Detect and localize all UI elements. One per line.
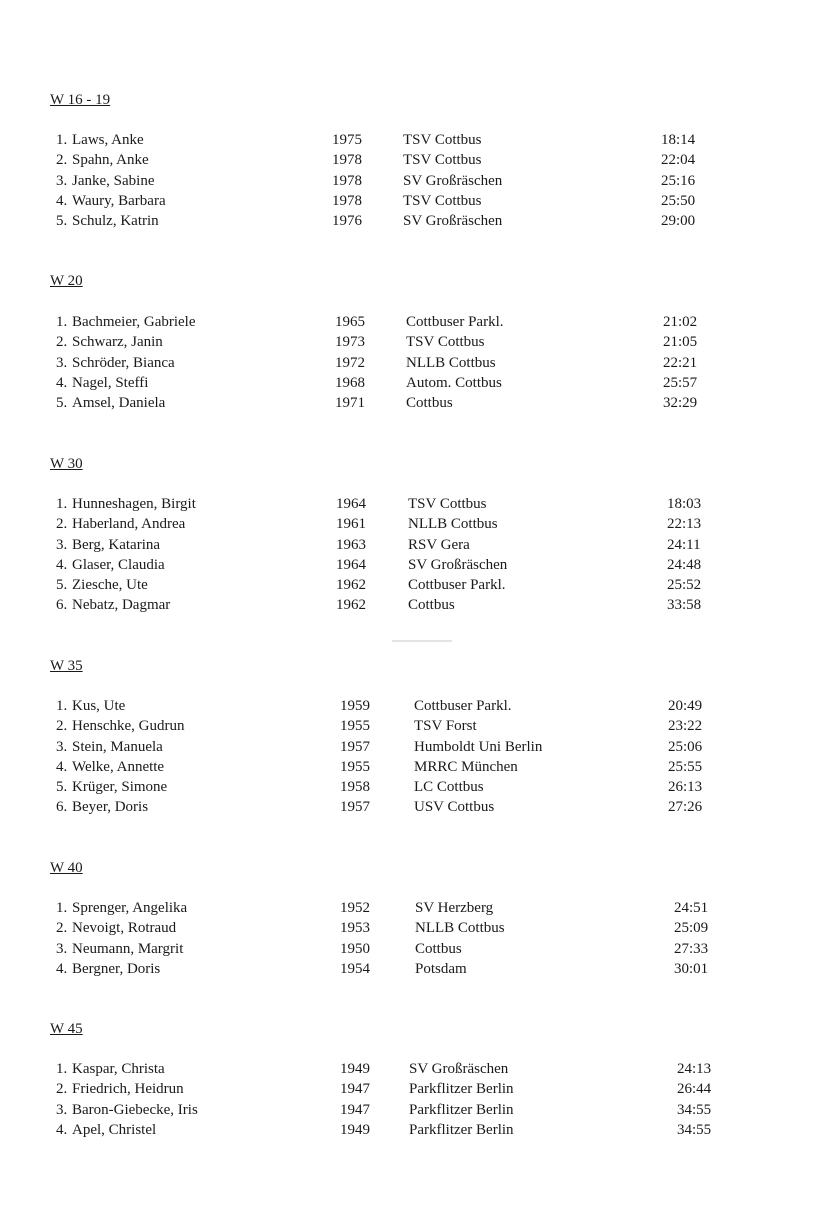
placing: 5. (56, 395, 68, 412)
result-row (0, 353, 827, 373)
club-name: SV Großräschen (409, 1061, 509, 1077)
finish-time: 24:51 (674, 900, 709, 916)
finish-time: 34:55 (677, 1121, 712, 1138)
result-row (0, 312, 827, 332)
age-group-title: W 30 (50, 456, 83, 472)
club-name: Autom. Cottbus (406, 374, 502, 391)
birth-year: 1962 (336, 577, 366, 594)
birth-year: 1965 (335, 314, 365, 330)
finish-time: 24:48 (667, 556, 702, 573)
club-name: Cottbuser Parkl. (414, 698, 512, 714)
athlete-name: Janke, Sabine (72, 172, 155, 189)
athlete-name: Schulz, Katrin (72, 213, 159, 230)
placing: 3. (56, 354, 68, 371)
club-name: SV Großräschen (408, 556, 508, 573)
results-list (0, 696, 827, 818)
athlete-name: Waury, Barbara (72, 192, 166, 209)
finish-time: 32:29 (663, 395, 698, 412)
birth-year: 1954 (340, 960, 370, 977)
athlete-name: Bachmeier, Gabriele (72, 314, 196, 330)
athlete-name: Apel, Christel (72, 1121, 157, 1138)
age-group-title: W 20 (50, 273, 83, 289)
results-list (0, 898, 827, 979)
result-row (0, 393, 827, 413)
birth-year: 1955 (340, 758, 370, 775)
placing: 1. (56, 314, 68, 330)
club-name: USV Cottbus (414, 799, 495, 816)
club-name: TSV Cottbus (408, 496, 487, 512)
birth-year: 1964 (336, 496, 366, 512)
birth-year: 1953 (340, 920, 370, 937)
finish-time: 20:49 (668, 698, 703, 714)
birth-year: 1955 (340, 718, 370, 735)
athlete-name: Spahn, Anke (72, 152, 149, 169)
placing: 2. (56, 920, 68, 937)
placing: 3. (56, 940, 68, 957)
birth-year: 1958 (340, 779, 370, 796)
athlete-name: Glaser, Claudia (72, 556, 165, 573)
result-row (0, 555, 827, 575)
athlete-name: Ziesche, Ute (72, 577, 148, 594)
placing: 4. (56, 1121, 68, 1138)
birth-year: 1947 (340, 1101, 370, 1118)
club-name: TSV Cottbus (403, 132, 482, 148)
finish-time: 29:00 (661, 213, 696, 230)
club-name: TSV Forst (414, 718, 477, 735)
results-list (0, 130, 827, 231)
club-name: Cottbuser Parkl. (406, 314, 504, 330)
placing: 4. (56, 960, 68, 977)
athlete-name: Neumann, Margrit (72, 940, 184, 957)
club-name: TSV Cottbus (403, 192, 482, 209)
athlete-name: Welke, Annette (72, 758, 165, 775)
club-name: NLLB Cottbus (408, 516, 498, 533)
birth-year: 1978 (332, 172, 362, 189)
birth-year: 1949 (340, 1121, 370, 1138)
placing: 3. (56, 172, 68, 189)
result-row (0, 494, 827, 514)
placing: 3. (56, 738, 68, 755)
birth-year: 1975 (332, 132, 362, 148)
age-group-title: W 35 (50, 658, 83, 674)
finish-time: 33:58 (667, 597, 702, 614)
placing: 4. (56, 374, 68, 391)
athlete-name: Bergner, Doris (72, 960, 161, 977)
club-name: Parkflitzer Berlin (409, 1121, 514, 1138)
result-row (0, 332, 827, 352)
placing: 2. (56, 152, 68, 169)
result-row (0, 575, 827, 595)
result-row (0, 171, 827, 191)
result-row (0, 1059, 827, 1079)
birth-year: 1978 (332, 192, 362, 209)
finish-time: 23:22 (668, 718, 703, 735)
placing: 4. (56, 192, 68, 209)
placing: 6. (56, 597, 68, 614)
placing: 2. (56, 334, 68, 351)
placing: 2. (56, 718, 68, 735)
athlete-name: Schröder, Bianca (72, 354, 175, 371)
age-group-title: W 45 (50, 1021, 83, 1037)
placing: 1. (56, 496, 68, 512)
results-list (0, 312, 827, 413)
placing: 3. (56, 536, 68, 553)
result-row (0, 959, 827, 979)
finish-time: 34:55 (677, 1101, 712, 1118)
birth-year: 1947 (340, 1081, 370, 1098)
club-name: TSV Cottbus (403, 152, 482, 169)
result-row (0, 797, 827, 817)
birth-year: 1949 (340, 1061, 370, 1077)
result-row (0, 150, 827, 170)
birth-year: 1957 (340, 738, 370, 755)
result-row (0, 535, 827, 555)
finish-time: 26:44 (677, 1081, 712, 1098)
birth-year: 1959 (340, 698, 370, 714)
result-row (0, 737, 827, 757)
result-row (0, 211, 827, 231)
finish-time: 25:55 (668, 758, 703, 775)
athlete-name: Nebatz, Dagmar (72, 597, 171, 614)
finish-time: 26:13 (668, 779, 703, 796)
birth-year: 1964 (336, 556, 366, 573)
placing: 1. (56, 698, 68, 714)
result-row (0, 514, 827, 534)
birth-year: 1976 (332, 213, 362, 230)
finish-time: 25:52 (667, 577, 702, 594)
finish-time: 18:14 (661, 132, 696, 148)
placing: 4. (56, 556, 68, 573)
finish-time: 21:05 (663, 334, 698, 351)
finish-time: 18:03 (667, 496, 702, 512)
finish-time: 24:13 (677, 1061, 712, 1077)
birth-year: 1962 (336, 597, 366, 614)
results-list (0, 494, 827, 616)
result-row (0, 757, 827, 777)
placing: 5. (56, 577, 68, 594)
athlete-name: Friedrich, Heidrun (72, 1081, 184, 1098)
athlete-name: Haberland, Andrea (72, 516, 186, 533)
finish-time: 21:02 (663, 314, 698, 330)
placing: 3. (56, 1101, 68, 1118)
placing: 2. (56, 516, 68, 533)
club-name: NLLB Cottbus (406, 354, 496, 371)
placing: 1. (56, 900, 68, 916)
finish-time: 22:13 (667, 516, 702, 533)
result-row (0, 595, 827, 615)
club-name: MRRC München (414, 758, 518, 775)
athlete-name: Kaspar, Christa (72, 1061, 165, 1077)
result-row (0, 1079, 827, 1099)
athlete-name: Beyer, Doris (72, 799, 149, 816)
result-row (0, 898, 827, 918)
athlete-name: Baron-Giebecke, Iris (72, 1101, 198, 1118)
finish-time: 22:21 (663, 354, 698, 371)
placing: 1. (56, 132, 68, 148)
club-name: Cottbus (415, 940, 462, 957)
athlete-name: Henschke, Gudrun (72, 718, 185, 735)
club-name: TSV Cottbus (406, 334, 485, 351)
placing: 5. (56, 779, 68, 796)
placing: 6. (56, 799, 68, 816)
birth-year: 1972 (335, 354, 365, 371)
birth-year: 1961 (336, 516, 366, 533)
birth-year: 1957 (340, 799, 370, 816)
finish-time: 27:26 (668, 799, 703, 816)
result-row (0, 939, 827, 959)
result-row (0, 1100, 827, 1120)
age-group-title: W 16 - 19 (50, 92, 111, 108)
result-row (0, 191, 827, 211)
club-name: SV Großräschen (403, 213, 503, 230)
birth-year: 1973 (335, 334, 365, 351)
placing: 4. (56, 758, 68, 775)
athlete-name: Berg, Katarina (72, 536, 161, 553)
birth-year: 1963 (336, 536, 366, 553)
athlete-name: Sprenger, Angelika (72, 900, 188, 916)
club-name: Cottbus (408, 597, 455, 614)
finish-time: 25:06 (668, 738, 703, 755)
age-group-title: W 40 (50, 860, 83, 876)
result-row (0, 696, 827, 716)
result-row (0, 716, 827, 736)
finish-time: 25:57 (663, 374, 698, 391)
club-name: LC Cottbus (414, 779, 484, 796)
finish-time: 24:11 (667, 536, 701, 553)
result-row (0, 1120, 827, 1140)
placing: 2. (56, 1081, 68, 1098)
club-name: Parkflitzer Berlin (409, 1101, 514, 1118)
athlete-name: Nagel, Steffi (72, 374, 149, 391)
athlete-name: Schwarz, Janin (72, 334, 163, 351)
athlete-name: Stein, Manuela (72, 738, 163, 755)
placing: 1. (56, 1061, 68, 1077)
birth-year: 1978 (332, 152, 362, 169)
result-row (0, 777, 827, 797)
finish-time: 25:50 (661, 192, 696, 209)
results-list (0, 1059, 827, 1140)
result-row (0, 130, 827, 150)
birth-year: 1950 (340, 940, 370, 957)
club-name: SV Großräschen (403, 172, 503, 189)
athlete-name: Krüger, Simone (72, 779, 168, 796)
club-name: Parkflitzer Berlin (409, 1081, 514, 1098)
scan-smudge (392, 640, 452, 642)
athlete-name: Laws, Anke (72, 132, 144, 148)
athlete-name: Nevoigt, Rotraud (72, 920, 177, 937)
finish-time: 25:09 (674, 920, 709, 937)
athlete-name: Kus, Ute (72, 698, 126, 714)
birth-year: 1971 (335, 395, 365, 412)
athlete-name: Amsel, Daniela (72, 395, 166, 412)
result-row (0, 918, 827, 938)
finish-time: 30:01 (674, 960, 709, 977)
result-row (0, 373, 827, 393)
finish-time: 25:16 (661, 172, 696, 189)
birth-year: 1952 (340, 900, 370, 916)
athlete-name: Hunneshagen, Birgit (72, 496, 196, 512)
birth-year: 1968 (335, 374, 365, 391)
club-name: Cottbus (406, 395, 453, 412)
club-name: RSV Gera (408, 536, 470, 553)
club-name: Cottbuser Parkl. (408, 577, 506, 594)
club-name: NLLB Cottbus (415, 920, 505, 937)
finish-time: 27:33 (674, 940, 709, 957)
finish-time: 22:04 (661, 152, 696, 169)
club-name: Humboldt Uni Berlin (414, 738, 543, 755)
placing: 5. (56, 213, 68, 230)
club-name: Potsdam (415, 960, 467, 977)
club-name: SV Herzberg (415, 900, 494, 916)
